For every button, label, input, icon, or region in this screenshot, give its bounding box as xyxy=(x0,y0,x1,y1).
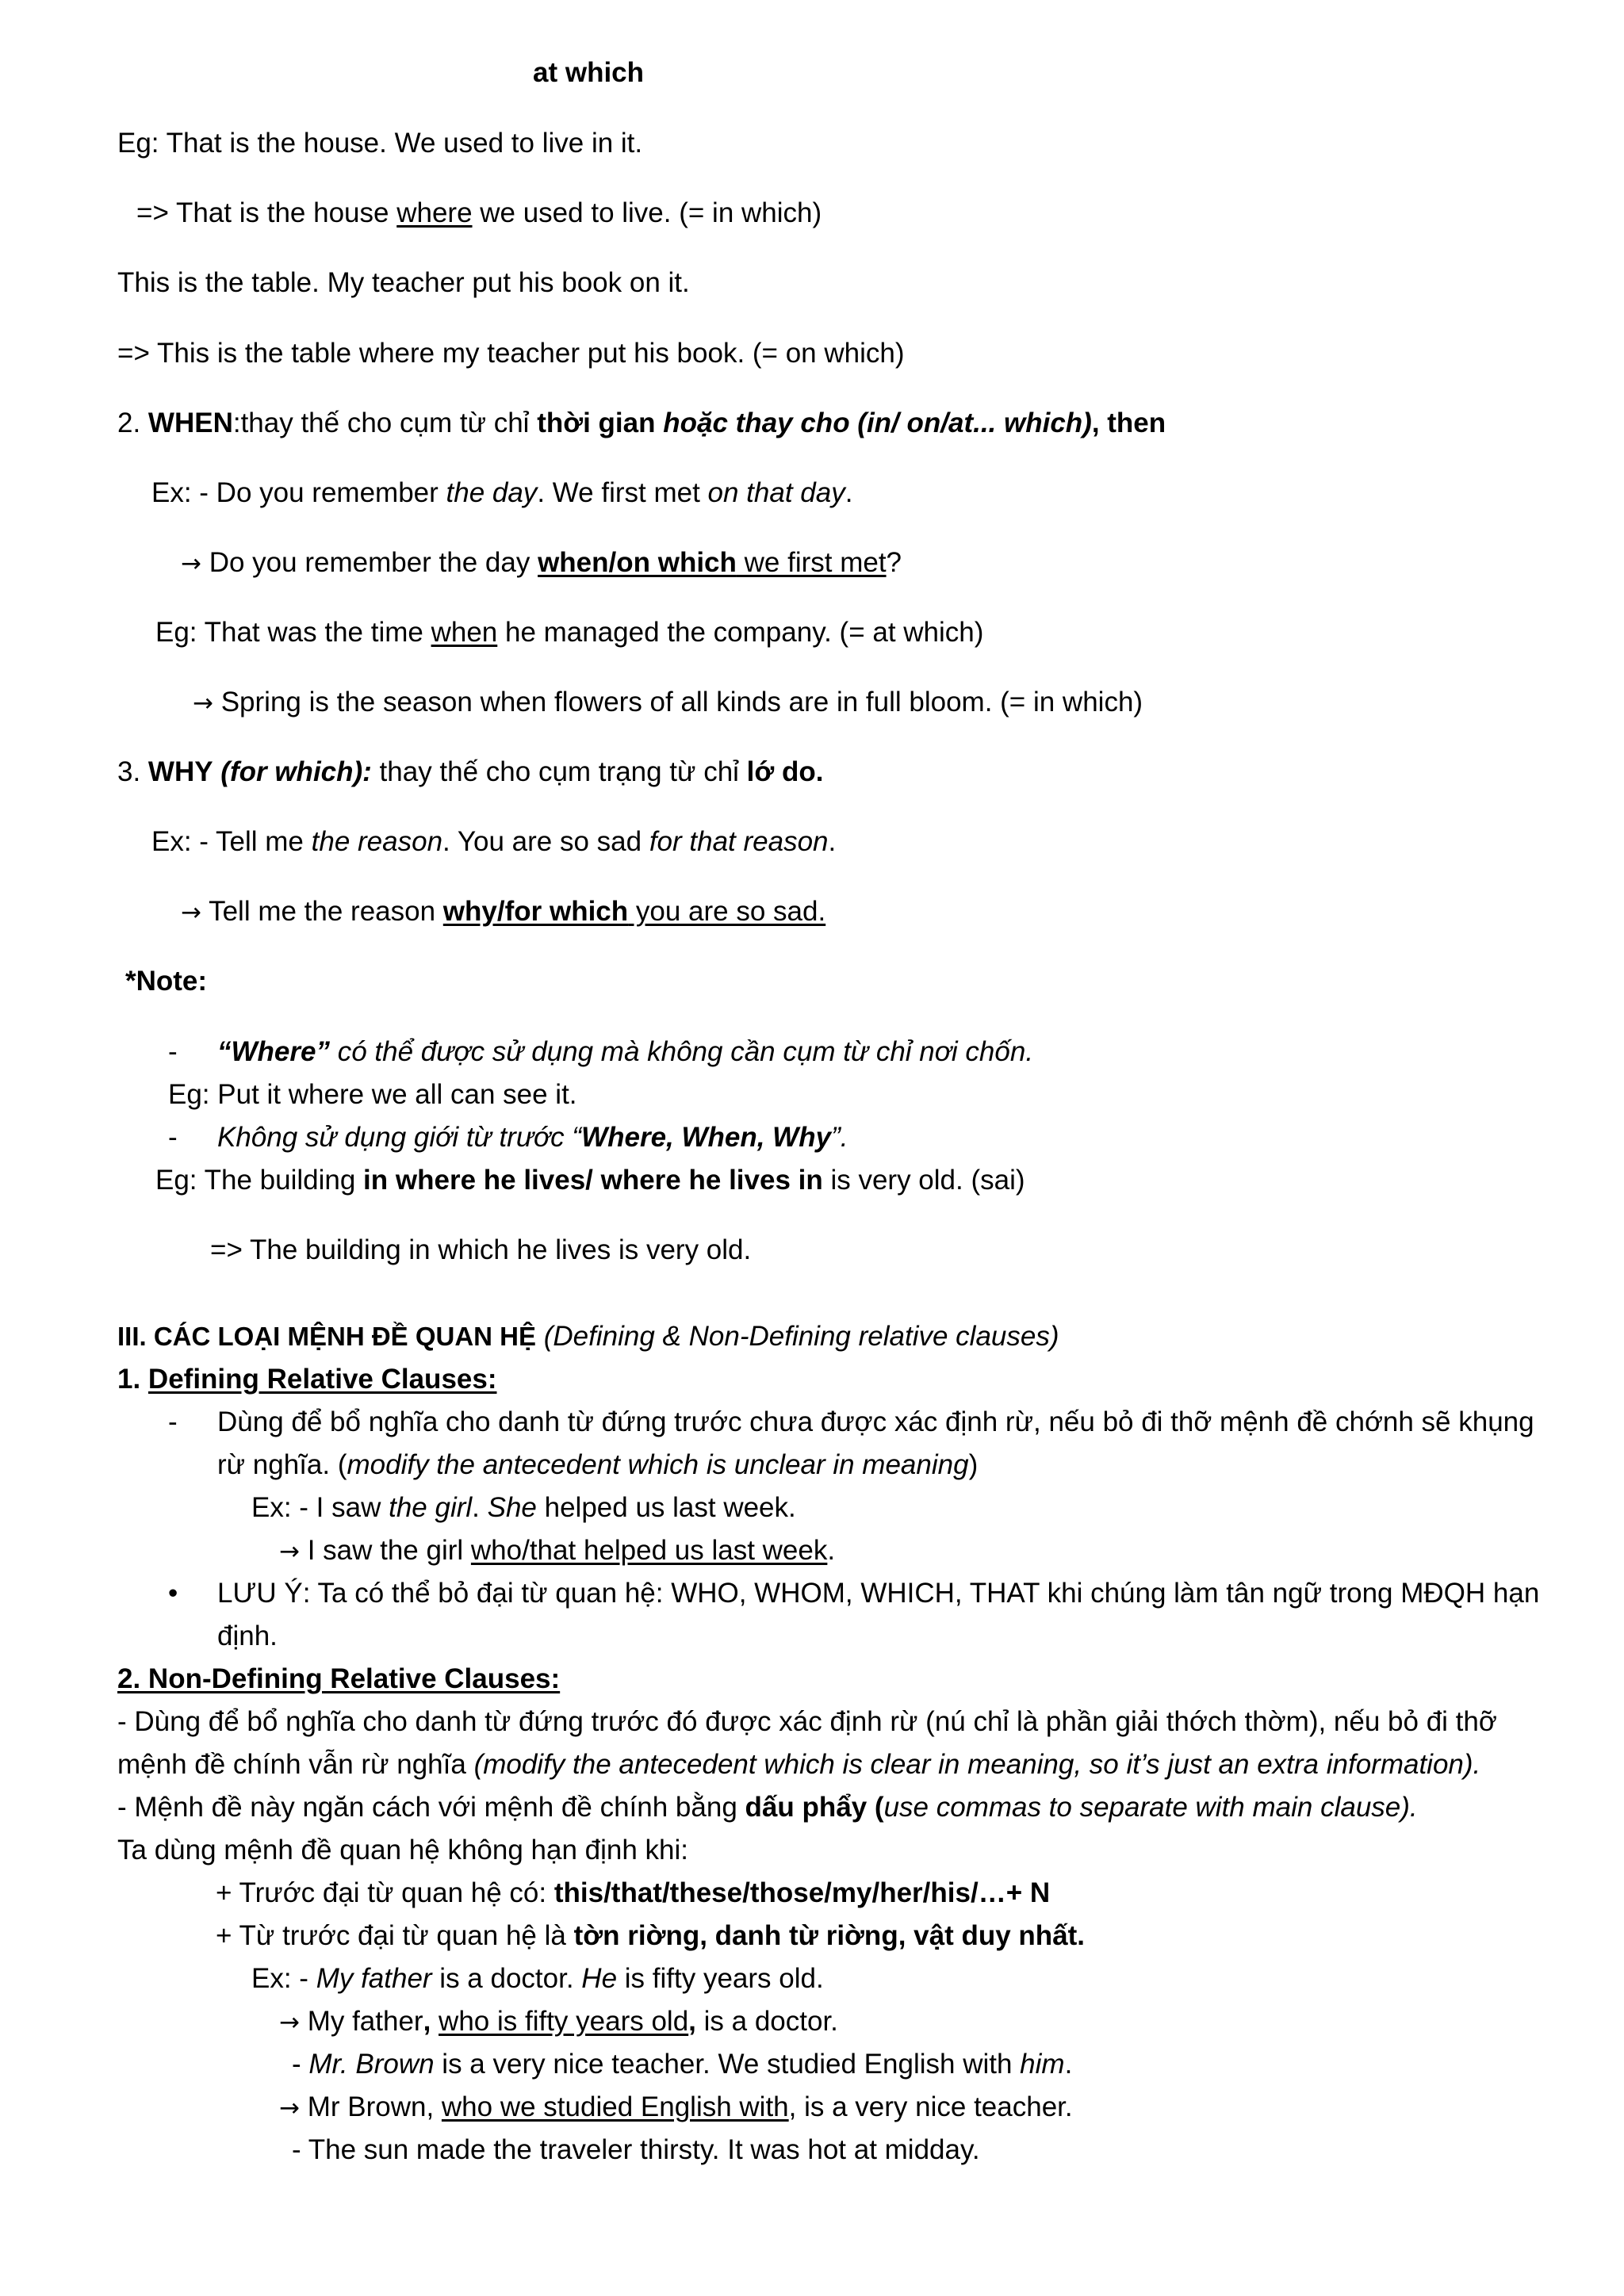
nd-ex2-end: . xyxy=(1064,2049,1073,2080)
when-number: 2. xyxy=(117,408,148,438)
nd-ex2-mid: is a very nice teacher. We studied English with xyxy=(434,2049,1021,2080)
why-ans-underlined: you are so sad. xyxy=(628,896,826,927)
when-ans-bold-underlined: when/on which xyxy=(538,547,737,578)
arrow-right-icon: → xyxy=(279,2008,300,2037)
nd-ans1-pre: My father xyxy=(299,2006,423,2037)
note-eg2-post: is very old. (sai) xyxy=(822,1165,1025,1196)
why-ex-end: . xyxy=(828,826,837,857)
defining-ex-mid: . xyxy=(472,1492,488,1523)
non-defining-answer-1 xyxy=(279,2004,1624,2040)
where-ans2-text: => This is the table where my teacher put his book. (= on which) xyxy=(117,338,905,369)
where-ans1-pre: => That is the house xyxy=(136,197,397,228)
why-ex-mid: . You are so sad xyxy=(442,826,649,857)
when-desc-bold: thời gian xyxy=(537,408,656,438)
defining-desc-2-end: ) xyxy=(968,1449,979,1480)
why-keyword: WHY xyxy=(147,756,213,787)
why-ans-pre: Tell me the reason xyxy=(201,896,443,927)
nd-ans1-underlined: who is fifty years old xyxy=(439,2006,689,2037)
non-defining-desc-2 xyxy=(117,1747,1624,1782)
section-3-title-italic: (Defining & Non-Defining relative clauses) xyxy=(536,1321,1059,1352)
nd-ex1-mid: is a doctor. xyxy=(431,1963,582,1994)
note-dash: - xyxy=(168,1036,178,1067)
nd-when-text: Ta dùng mệnh đề quan hệ không hạn định khi: xyxy=(117,1835,689,1866)
note-eg2-bold: in where he lives/ where he lives in xyxy=(363,1165,823,1196)
defining-ex-italic-2: She xyxy=(487,1492,537,1523)
when-eg-pre: Eg: That was the time xyxy=(155,617,431,648)
when-ex-end: . xyxy=(845,477,853,508)
nd-ex1-post: is fifty years old. xyxy=(617,1963,824,1994)
nd-ex2-italic-1: Mr. Brown xyxy=(308,2049,435,2080)
nd-c1-pre: + Trước đại từ quan hệ có: xyxy=(216,1877,554,1908)
non-defining-example-2 xyxy=(292,2047,1624,2082)
nd-desc-2-pre: mệnh đề chính vẫn rừ nghĩa xyxy=(117,1749,474,1780)
note-item-2-text xyxy=(217,1120,1624,1155)
when-ex-pre: Ex: - Do you remember xyxy=(151,477,446,508)
non-defining-when xyxy=(117,1833,1624,1868)
note-dash: - xyxy=(168,1122,178,1153)
when-spring xyxy=(193,685,1624,721)
defining-number: 1. xyxy=(117,1364,148,1395)
nd-ex1-pre: Ex: - xyxy=(251,1963,316,1994)
why-ans-bold-underlined: why/for which xyxy=(442,896,629,927)
when-ans-pre: Do you remember the day xyxy=(201,547,538,578)
defining-ans-underlined: who/that helped us last week xyxy=(470,1535,828,1566)
non-defining-title-text: 2. Non-Defining Relative Clauses: xyxy=(117,1663,561,1694)
nd-ans2-pre: Mr Brown, xyxy=(299,2091,442,2122)
where-answer-1 xyxy=(136,196,1624,231)
why-ex-pre: Ex: - Tell me xyxy=(151,826,312,857)
non-defining-example-1 xyxy=(251,1961,1624,1996)
defining-ex-italic-1: the girl xyxy=(389,1492,473,1523)
when-desc: :thay thế cho cụm từ chỉ xyxy=(232,408,538,438)
nd-ex2-pre: - xyxy=(292,2049,309,2080)
non-defining-title xyxy=(117,1662,1624,1697)
when-ans-end: ? xyxy=(886,547,902,578)
where-ans1-post: we used to live. (= in which) xyxy=(472,197,822,228)
where-ex2-text: This is the table. My teacher put his book on it. xyxy=(117,267,690,298)
arrow-right-icon: → xyxy=(279,2094,300,2122)
when-heading xyxy=(117,406,1624,441)
arrow-right-icon: → xyxy=(193,689,213,718)
nd-ans1-post: is a doctor. xyxy=(695,2006,838,2037)
defining-dash-text: - xyxy=(168,1406,178,1437)
note-title xyxy=(125,964,1624,999)
when-ex-italic-1: the day xyxy=(446,477,538,508)
why-answer xyxy=(181,894,1624,930)
when-eg-underlined: when xyxy=(431,617,498,648)
defining-desc-2 xyxy=(217,1448,1624,1483)
defining-desc-1 xyxy=(217,1405,1624,1440)
luu-y-line-1 xyxy=(217,1576,1624,1611)
when-ex-italic-2: on that day xyxy=(707,477,845,508)
nd-desc-3-bold: dấu phẩy ( xyxy=(745,1792,884,1823)
nd-desc-1-text: - Dùng để bổ nghĩa cho danh từ đứng trước đó được xác định rừ (nú chỉ là phần giải thớch thờm), nếu bỏ đi thỡ xyxy=(117,1706,1497,1737)
when-answer xyxy=(181,545,1624,581)
nd-ans2-underlined: who we studied English with xyxy=(441,2091,789,2122)
when-example xyxy=(151,476,1624,511)
defining-answer xyxy=(279,1533,1624,1569)
defining-desc-2-italic: modify the antecedent which is unclear in meaning xyxy=(347,1449,969,1480)
where-eg1-text: Eg: That is the house. We used to live in it. xyxy=(117,128,643,159)
note1-bold-italic: “Where” xyxy=(217,1036,330,1067)
defining-desc-2-pre: rừ nghĩa. ( xyxy=(217,1449,347,1480)
non-defining-answer-2 xyxy=(279,2090,1624,2126)
note-ans-text: => The building in which he lives is very old. xyxy=(210,1234,752,1265)
nd-ex1-italic-2: He xyxy=(581,1963,618,1994)
nd-desc-2-italic: (modify the antecedent which is clear in meaning, so it’s just an extra information). xyxy=(473,1749,1481,1780)
when-ans-underlined: we first met xyxy=(736,547,887,578)
defining-title-text: Defining Relative Clauses: xyxy=(147,1364,497,1395)
bullet-icon: • xyxy=(168,1578,178,1609)
where-example-1 xyxy=(117,126,1624,161)
where-ans1-underlined: where xyxy=(396,197,473,228)
defining-title xyxy=(117,1362,1624,1397)
note-eg-1 xyxy=(168,1077,1624,1112)
note-eg1-text: Eg: Put it where we all can see it. xyxy=(168,1079,577,1110)
when-ex-mid: . We first met xyxy=(537,477,708,508)
nd-ans1-comma: , xyxy=(423,2006,439,2037)
nd-ex1-italic-1: My father xyxy=(316,1963,432,1994)
nd-desc-3-italic: use commas to separate with main clause). xyxy=(883,1792,1418,1823)
why-keyword-italic: (for which): xyxy=(213,756,372,787)
why-ex-italic-1: the reason xyxy=(311,826,443,857)
when-eg-post: he managed the company. (= at which) xyxy=(497,617,984,648)
section-3-title-bold: III. CÁC LOẠI MỆNH ĐỀ QUAN HỆ xyxy=(117,1322,537,1351)
why-number: 3. xyxy=(117,756,148,787)
defining-ans-end: . xyxy=(827,1535,836,1566)
non-defining-condition-1 xyxy=(216,1876,1624,1911)
why-desc: thay thế cho cụm trạng từ chỉ xyxy=(371,756,747,787)
heading-at-which xyxy=(533,55,1624,90)
note-item-1-text xyxy=(217,1035,1624,1070)
when-eg xyxy=(155,615,1624,650)
at-which-text: at which xyxy=(533,57,645,88)
nd-desc-3-pre: - Mệnh đề này ngăn cách với mệnh đề chính bằng xyxy=(117,1792,745,1823)
when-desc-end: , then xyxy=(1091,408,1166,438)
nd-ans2-post: , is a very nice teacher. xyxy=(788,2091,1073,2122)
nd-c1-bold: this/that/these/those/my/her/his/…+ N xyxy=(553,1877,1051,1908)
luu-y-2-text: định. xyxy=(217,1621,278,1651)
luu-y-1-text: LƯU Ý: Ta có thể bỏ đại từ quan hệ: WHO, WHOM, WHICH, THAT khi chúng làm tân ngữ trong MĐQH hạn xyxy=(217,1578,1540,1609)
defining-ex-pre: Ex: - I saw xyxy=(251,1492,389,1523)
defining-example xyxy=(251,1490,1624,1525)
why-ex-italic-2: for that reason xyxy=(649,826,829,857)
nd-c2-pre: + Từ trước đại từ quan hệ là xyxy=(216,1920,574,1951)
note-eg2-pre: Eg: The building xyxy=(155,1165,364,1196)
when-keyword: WHEN xyxy=(147,408,233,438)
defining-ans-pre: I saw the girl xyxy=(299,1535,471,1566)
where-example-2 xyxy=(117,266,1624,300)
non-defining-condition-2 xyxy=(216,1919,1624,1954)
arrow-right-icon: → xyxy=(181,549,201,578)
nd-ans1-comma-2: , xyxy=(688,2006,696,2037)
note-title-text: *Note: xyxy=(125,966,208,997)
nd-ex3-text: - The sun made the traveler thirsty. It was hot at midday. xyxy=(292,2134,980,2165)
nd-ex2-italic-2: him xyxy=(1020,2049,1065,2080)
non-defining-desc-3 xyxy=(117,1790,1624,1825)
arrow-right-icon: → xyxy=(181,898,201,927)
section-3-title xyxy=(117,1319,1624,1354)
note1-italic: có thể được sử dụng mà không cần cụm từ chỉ nơi chốn. xyxy=(329,1036,1034,1067)
defining-desc-1-text: Dùng để bổ nghĩa cho danh từ đứng trước chưa được xác định rừ, nếu bỏ đi thỡ mệnh đề chớnh sẽ khụng xyxy=(217,1406,1534,1437)
nd-c2-bold: tờn riờng, danh từ riờng, vật duy nhất. xyxy=(573,1920,1086,1951)
note2-bold-italic: Where, When, Why xyxy=(581,1122,832,1153)
arrow-right-icon: → xyxy=(279,1537,300,1566)
luu-y-line-2 xyxy=(217,1619,1624,1654)
when-desc-bold-italic: hoặc thay cho (in/ on/at... which) xyxy=(655,408,1092,438)
why-example xyxy=(151,825,1624,859)
non-defining-example-3 xyxy=(292,2133,1624,2168)
note2-end: ”. xyxy=(831,1122,848,1153)
note2-italic: Không sử dụng giới từ trước “ xyxy=(217,1122,582,1153)
defining-ex-post: helped us last week. xyxy=(536,1492,796,1523)
where-answer-2 xyxy=(117,336,1624,371)
when-spring-text: Spring is the season when flowers of all kinds are in full bloom. (= in which) xyxy=(213,687,1143,718)
non-defining-desc-1 xyxy=(117,1705,1624,1739)
why-heading xyxy=(117,755,1624,790)
why-desc-bold: lớ do. xyxy=(746,756,824,787)
note-answer xyxy=(210,1233,1624,1268)
note-eg-2 xyxy=(155,1163,1624,1198)
